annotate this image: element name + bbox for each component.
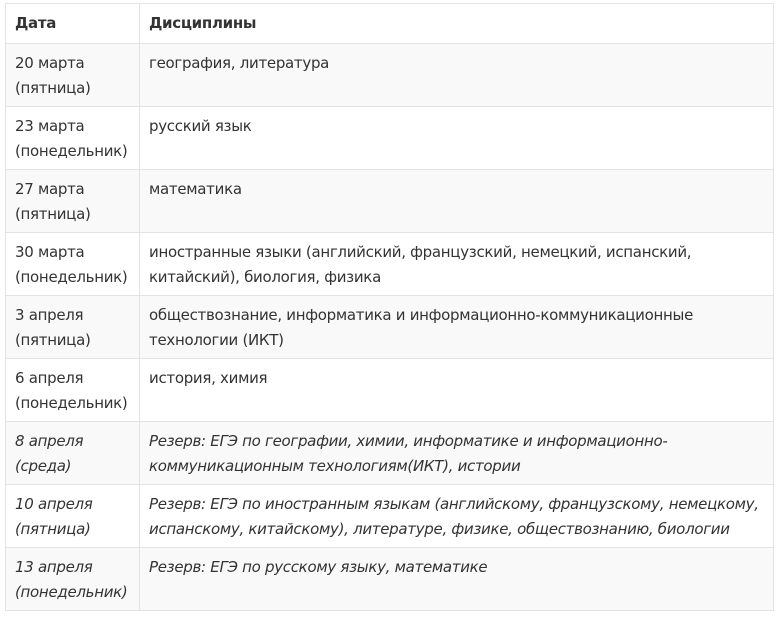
subjects-cell: Резерв: ЕГЭ по иностранным языкам (английскому, французскому, немецкому, испанскому, китайскому), литературе, физике, обществознанию, биологии — [140, 485, 774, 548]
table-row-reserve — [6, 422, 774, 485]
date-day: 20 марта — [15, 54, 85, 72]
table-row — [6, 107, 774, 170]
table-row — [6, 296, 774, 359]
date-cell — [6, 422, 140, 485]
date-day: 23 марта — [15, 117, 85, 135]
table-row — [6, 359, 774, 422]
date-cell — [6, 233, 140, 296]
date-cell — [6, 296, 140, 359]
table-header-row — [6, 4, 774, 44]
subjects-cell: обществознание, информатика и информационно-коммуникационные технологии (ИКТ) — [140, 296, 774, 359]
table-row — [6, 170, 774, 233]
date-cell — [6, 170, 140, 233]
header-date: Дата — [6, 4, 140, 44]
subjects-cell: география, литература — [140, 44, 774, 107]
date-weekday: (понедельник) — [15, 583, 128, 601]
table-row-reserve — [6, 485, 774, 548]
date-day: 8 апреля — [15, 432, 84, 450]
date-day: 27 марта — [15, 180, 85, 198]
date-cell — [6, 485, 140, 548]
date-weekday: (пятница) — [15, 331, 91, 349]
date-weekday: (пятница) — [15, 79, 91, 97]
table-row-reserve — [6, 548, 774, 611]
subjects-cell: математика — [140, 170, 774, 233]
subjects-cell: история, химия — [140, 359, 774, 422]
date-day: 30 марта — [15, 243, 85, 261]
subjects-cell: иностранные языки (английский, французский, немецкий, испанский, китайский), биология, физика — [140, 233, 774, 296]
date-day: 10 апреля — [15, 495, 93, 513]
table-row — [6, 44, 774, 107]
date-weekday: (пятница) — [15, 205, 91, 223]
schedule-container — [5, 3, 773, 611]
header-subjects: Дисциплины — [140, 4, 774, 44]
date-weekday: (пятница) — [15, 520, 91, 538]
date-cell — [6, 44, 140, 107]
date-day: 13 апреля — [15, 558, 93, 576]
date-cell — [6, 359, 140, 422]
date-weekday: (понедельник) — [15, 142, 128, 160]
exam-schedule-table — [5, 3, 774, 611]
date-cell — [6, 548, 140, 611]
table-row — [6, 233, 774, 296]
subjects-cell: Резерв: ЕГЭ по географии, химии, информатике и информационно-коммуникационным технологиям(ИКТ), истории — [140, 422, 774, 485]
date-weekday: (среда) — [15, 457, 72, 475]
subjects-cell: Резерв: ЕГЭ по русскому языку, математике — [140, 548, 774, 611]
date-weekday: (понедельник) — [15, 268, 128, 286]
date-day: 6 апреля — [15, 369, 84, 387]
date-weekday: (понедельник) — [15, 394, 128, 412]
subjects-cell: русский язык — [140, 107, 774, 170]
date-day: 3 апреля — [15, 306, 84, 324]
date-cell — [6, 107, 140, 170]
